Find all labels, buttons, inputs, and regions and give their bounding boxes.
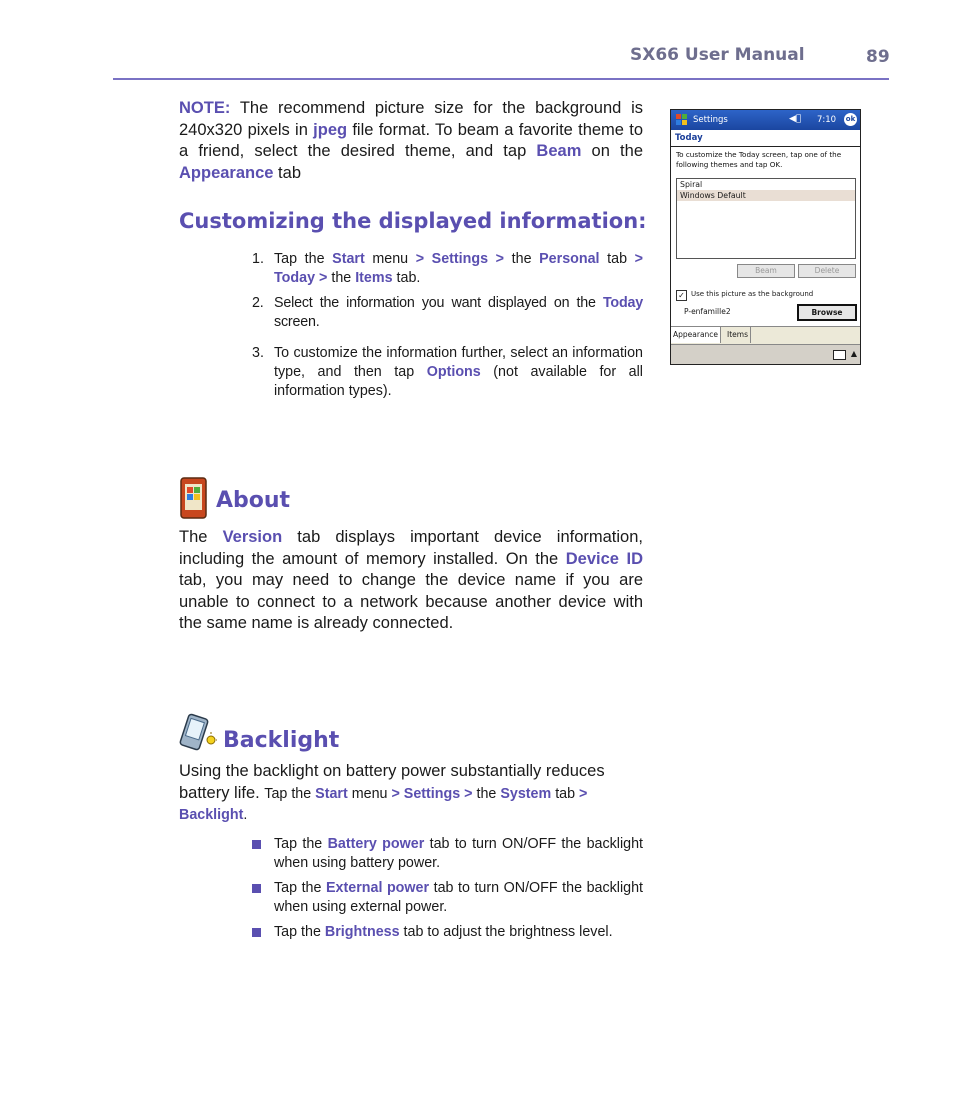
step-text: (not available for all information types). xyxy=(274,364,643,399)
step-number: 2. xyxy=(252,295,264,311)
keyword-beam: Beam xyxy=(536,142,582,160)
theme-list[interactable] xyxy=(676,178,856,259)
backlight-text: menu xyxy=(347,785,392,802)
theme-item-spiral[interactable]: Spiral xyxy=(680,180,703,189)
note-text: tab xyxy=(273,163,301,182)
ok-button[interactable]: ok xyxy=(844,113,857,126)
note-label: NOTE: xyxy=(179,99,231,117)
step-text: tab xyxy=(599,251,635,267)
keyword-backlight-path: > Backlight xyxy=(179,785,588,823)
note-text: file format. To beam a favorite theme to a friend, select the desired theme, and tap xyxy=(179,120,643,160)
pda-tab-bar xyxy=(671,326,860,345)
page-number: 89 xyxy=(866,47,890,67)
bullet-square-icon xyxy=(252,884,261,893)
step-text: menu xyxy=(364,251,416,267)
bullet-text: tab to turn ON/OFF the backlight when using external power. xyxy=(274,880,643,915)
backlight-paragraph xyxy=(179,761,643,826)
backlight-text: Tap the xyxy=(264,785,316,802)
pda-menu-bar xyxy=(671,344,860,365)
pda-title-bar xyxy=(671,110,860,130)
keyword-today: Today xyxy=(602,295,643,311)
keyword-jpeg: jpeg xyxy=(313,120,348,139)
keyword-personal: Personal xyxy=(539,251,600,267)
pda-description: To customize the Today screen, tap one of the following themes and tap OK. xyxy=(676,150,842,169)
about-paragraph xyxy=(179,527,643,635)
bullet-item xyxy=(252,923,643,942)
bullet-item xyxy=(252,835,643,873)
bullet-text: Tap the xyxy=(274,924,325,940)
pda-screen xyxy=(671,130,860,342)
background-checkbox[interactable]: ✓ xyxy=(676,290,687,301)
header-divider xyxy=(113,78,889,80)
bullet-text: Tap the xyxy=(274,880,326,896)
step-item xyxy=(252,344,643,401)
keyword-today-path: > Today > xyxy=(274,251,643,286)
backlight-text: Using the backlight on battery power substantially reduces battery life. xyxy=(179,762,605,802)
backlight-bullets xyxy=(252,835,643,948)
backlight-text: . xyxy=(243,807,248,823)
note-text: on the xyxy=(581,142,643,160)
step-number: 1. xyxy=(252,251,264,267)
bullet-square-icon xyxy=(252,928,261,937)
keyword-options: Options xyxy=(426,364,481,380)
note-text: The recommend picture size for the background is 240x320 pixels in xyxy=(179,99,643,139)
customizing-steps xyxy=(252,250,643,407)
bullet-text: tab to turn ON/OFF the backlight when using battery power. xyxy=(274,836,644,871)
pda-screen-title: Today xyxy=(671,130,860,147)
pda-clock: 7:10 xyxy=(817,115,837,125)
step-text: tab. xyxy=(392,270,421,286)
browse-button[interactable]: Browse xyxy=(797,304,857,321)
keyword-device-id: Device ID xyxy=(565,549,643,568)
keyword-external-power: External power xyxy=(326,880,430,896)
about-text: tab displays important device information, including the amount of memory installed. On the xyxy=(179,528,643,568)
about-text: tab, you may need to change the device name if you are unable to connect to a network because another device with the same name is already connected. xyxy=(179,571,643,632)
delete-button[interactable]: Delete xyxy=(798,264,856,278)
bullet-text: Tap the xyxy=(274,836,328,852)
keyword-appearance: Appearance xyxy=(179,163,274,182)
note-paragraph xyxy=(179,98,643,184)
tab-appearance[interactable]: Appearance xyxy=(671,327,721,343)
backlight-text: the xyxy=(472,785,501,802)
volume-icon: ◀ﾞ xyxy=(789,114,802,124)
about-heading: About xyxy=(216,488,291,513)
today-settings-screenshot xyxy=(670,109,861,365)
step-text: Tap the xyxy=(274,251,333,267)
bullet-item xyxy=(252,879,643,917)
keyword-start: Start xyxy=(332,251,365,267)
step-number: 3. xyxy=(252,345,264,361)
backlight-icon xyxy=(178,712,218,752)
keyword-start: Start xyxy=(315,785,348,802)
about-icon xyxy=(178,476,210,520)
bullet-square-icon xyxy=(252,840,261,849)
step-text: the xyxy=(327,270,356,286)
step-text: Select the information you want displayed on the xyxy=(274,295,603,311)
keyword-brightness: Brightness xyxy=(324,924,400,940)
windows-start-icon xyxy=(675,113,688,126)
step-text: the xyxy=(504,251,540,267)
theme-item-windows-default[interactable]: Windows Default xyxy=(677,190,855,201)
keyword-system: System xyxy=(500,785,552,802)
keyword-version: Version xyxy=(222,528,283,546)
bullet-text: tab to adjust the brightness level. xyxy=(399,924,613,940)
keyword-settings-path: > Settings > xyxy=(391,785,473,802)
tab-items[interactable]: Items xyxy=(725,327,751,343)
keyword-battery-power: Battery power xyxy=(327,836,425,852)
step-text: screen. xyxy=(274,314,320,330)
running-header-title: SX66 User Manual xyxy=(630,45,805,65)
keyword-items: Items xyxy=(355,270,393,286)
customizing-heading: Customizing the displayed information: xyxy=(179,209,647,233)
beam-button[interactable]: Beam xyxy=(737,264,795,278)
backlight-heading: Backlight xyxy=(223,728,340,753)
keyboard-icon[interactable] xyxy=(833,350,846,360)
keyword-settings-path: > Settings > xyxy=(415,251,505,267)
pda-title: Settings xyxy=(693,115,728,125)
about-text: The xyxy=(179,528,223,546)
background-file-name: P-enfamille2 xyxy=(684,307,731,316)
step-item xyxy=(252,250,643,288)
backlight-text: tab xyxy=(551,785,580,802)
caret-up-icon[interactable]: ▲ xyxy=(850,349,857,358)
background-checkbox-label: Use this picture as the background xyxy=(691,290,814,298)
step-item xyxy=(252,294,643,332)
step-text: To customize the information further, select an information type, and then tap xyxy=(274,345,643,380)
